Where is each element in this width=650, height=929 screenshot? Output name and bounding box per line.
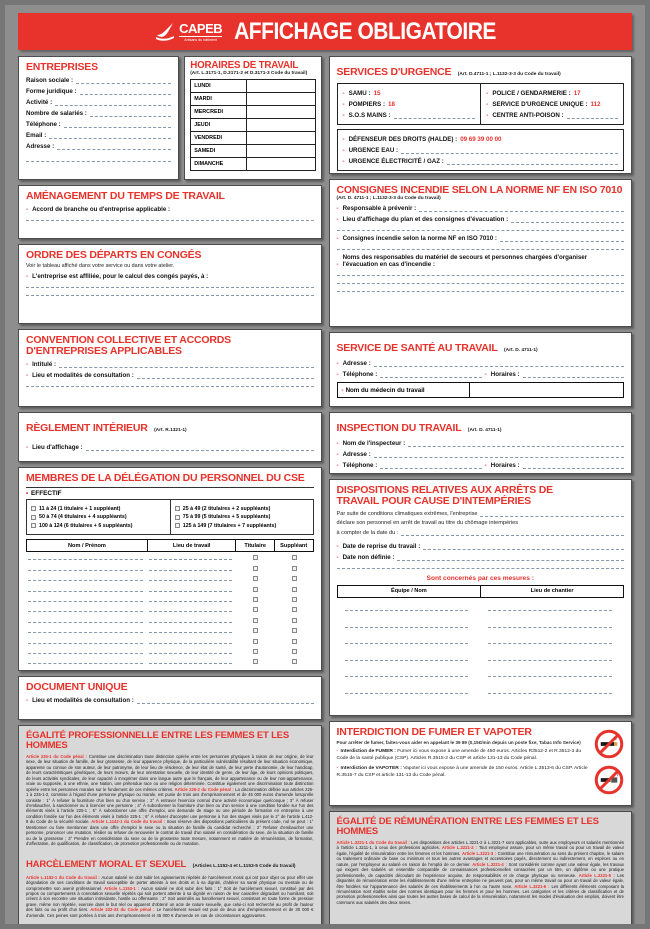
section-harcelement (26, 854, 314, 872)
form-field: - Adresse : (337, 360, 625, 367)
brand-name: CAPEB (179, 20, 223, 36)
fill-line (28, 555, 143, 560)
column-header: Titulaire (235, 540, 274, 551)
fill-line (488, 606, 612, 611)
form-field: - Nom de l'inspecteur : (337, 440, 625, 447)
fill-line (28, 566, 143, 571)
emergency-number: 18 (388, 101, 395, 108)
section-subtitle: (Articles L.1152-4 et L.1153-5 Code du travail) (192, 863, 296, 869)
fill-line (408, 442, 624, 447)
checkbox (253, 639, 258, 644)
checkbox (253, 576, 258, 581)
emergency-entry: - POLICE / GENDARMERIE : 17 (486, 90, 581, 97)
table-row (26, 604, 314, 614)
emergency-entry: - S.O.S MAINS : (343, 112, 476, 119)
checkbox (292, 587, 297, 592)
checkbox (31, 506, 36, 511)
effectif-option: 75 à 99 (5 titulaires + 5 suppléants) (175, 514, 309, 520)
left-column (18, 56, 322, 929)
table-body (337, 598, 625, 697)
section-cse (18, 467, 322, 671)
checkbox (292, 649, 297, 654)
section-egalite-remuneration (329, 811, 633, 929)
rule-item: - Interdiction de FUMER : Fumer ici vous expose à une amende de 450 euros. Articles R3512-2 et R.3512-3 du Code de la santé publique (CSP). Articles R.3515-2 du CSP et article 131-13 du Code pénal. (336, 749, 582, 761)
column-header: Nom / Prénom (67, 542, 106, 549)
checkbox (253, 597, 258, 602)
column-header: Suppléant (274, 540, 313, 551)
fill-line (149, 639, 232, 644)
fill-line (137, 374, 314, 379)
fill-line (28, 597, 143, 602)
emergency-number: 112 (590, 101, 601, 108)
day-label: MARDI (191, 93, 247, 106)
fill-line (345, 623, 469, 628)
fill-line (337, 276, 625, 284)
effectif-option: 25 à 49 (2 titulaires + 2 suppléants) (175, 506, 309, 512)
fill-line (523, 464, 624, 469)
capeb-swoosh-icon (154, 22, 176, 42)
no-smoking-icon (594, 729, 624, 759)
table-header-row (337, 585, 625, 598)
form-field: Email : (26, 132, 171, 139)
checkbox (292, 576, 297, 581)
fill-line (28, 587, 143, 592)
checkbox (253, 587, 258, 592)
checkbox (175, 506, 180, 511)
day-value-cell (247, 132, 315, 145)
form-field: - Lieu d'affichage : (26, 444, 314, 451)
fill-line (137, 699, 314, 704)
checkbox (292, 597, 297, 602)
fill-line (28, 618, 143, 623)
fill-line (28, 576, 143, 581)
day-label: DIMANCHE (191, 158, 247, 171)
fill-line (28, 628, 143, 633)
fill-line (394, 114, 476, 119)
fill-line (149, 649, 232, 654)
section-title: DISPOSITIONS RELATIVES AUX ARRÊTS DE TRAVAIL POUR CAUSE D'INTEMPÉRIES (336, 484, 553, 508)
fill-line (374, 453, 624, 458)
checkbox (31, 515, 36, 520)
form-field: - Date non définie : (337, 554, 625, 561)
section-title: ENTREPRISES (26, 61, 98, 73)
emergency-numbers-grid (337, 83, 625, 125)
table-row (26, 656, 314, 666)
form-field: - Date de reprise du travail : (337, 543, 625, 550)
fill-line (90, 112, 171, 117)
fill-line (26, 280, 314, 288)
table-row (337, 680, 625, 697)
fill-line (57, 145, 171, 150)
section-title: AMÉNAGEMENT DU TEMPS DE TRAVAIL (26, 190, 225, 202)
section-title: SERVICES D'URGENCE (336, 66, 452, 78)
form-field: - Lieu d'affichage du plan et des consignes d'évacuation : (337, 216, 625, 223)
section-ordre-conges (18, 244, 322, 324)
fill-line (480, 512, 624, 517)
day-label: MERCREDI (191, 106, 247, 119)
section-egalite-professionnelle (18, 725, 322, 929)
page-title: AFFICHAGE OBLIGATOIRE (234, 17, 496, 45)
table-row (26, 552, 314, 562)
fill-line (380, 464, 481, 469)
day-value-cell (247, 145, 315, 158)
form-field: - Accord de branche ou d'entreprise applicable : (26, 206, 171, 214)
checkbox (253, 649, 258, 654)
capeb-logo-icon (154, 22, 222, 42)
fill-line (337, 561, 625, 569)
checkbox (253, 659, 258, 664)
fill-line (401, 149, 618, 154)
header-banner (18, 13, 632, 50)
brand-tagline: Artisans du bâtiment (184, 37, 218, 42)
effectif-option: 50 à 74 (4 titulaires + 4 suppléants) (31, 514, 166, 520)
table-row (26, 614, 314, 624)
section-title: CONSIGNES INCENDIE SELON LA NORME NF EN ISO 7010 (336, 184, 623, 196)
medecin-value-cell (469, 383, 623, 397)
form-field: - Responsable à prévenir : (337, 205, 625, 212)
form-field: Nombre de salariés : (26, 110, 171, 117)
table-row (26, 625, 314, 635)
fill-line (523, 373, 624, 378)
day-value-cell (247, 80, 315, 93)
section-reglement (18, 412, 322, 462)
fill-line (511, 218, 624, 223)
rule-item: - Interdiction de VAPOTER : Vapoter ici vous expose à une amende de 150 euros. Article L.3513-6 du CSP. Article R.3515-7 du CSP et article 131-13 du Code pénal. (336, 766, 588, 778)
section-sante-travail (329, 332, 633, 407)
emergency-number: 15 (373, 90, 381, 97)
fill-line (80, 90, 172, 95)
fill-line (86, 446, 314, 451)
table-row (337, 598, 625, 615)
mesures-label: Sont concernés par ces mesures : (426, 574, 534, 582)
emergency-entry: - URGENCE ÉLECTRICITÉ / GAZ : (343, 158, 619, 165)
section-interdiction-fumer (329, 721, 633, 806)
checkbox (292, 607, 297, 612)
fill-line (49, 134, 171, 139)
section-title: ORDRE DES DÉPARTS EN CONGÉS (26, 249, 202, 261)
section-subtitle: (Art. L.3171-1, D.3171-2 et D.3171-3 Code du travail) (190, 71, 308, 77)
section-title: HARCÈLEMENT MORAL ET SEXUEL (26, 858, 187, 870)
effectif-label: • EFFECTIF (26, 490, 62, 498)
section-title: RÈGLEMENT INTÉRIEUR (26, 422, 148, 434)
fill-line (149, 566, 232, 571)
section-subtitle: (Art. D. 4711-1) (504, 348, 538, 353)
checkbox (31, 523, 36, 528)
checkbox (175, 523, 180, 528)
horaires-table (190, 79, 315, 171)
emergency-entry: - POMPIERS : 18 (342, 101, 395, 108)
section-document-unique (18, 676, 322, 720)
fill-line (345, 689, 469, 694)
emergency-entry: - DÉFENSEUR DES DROITS (HALDE) : 09 69 39 00 00 (342, 136, 502, 143)
section-horaires (184, 56, 321, 180)
section-note: Voir le tableau affiché dans votre service ou dans votre atelier. (26, 263, 175, 270)
form-field: - Téléphone : - Horaires : (337, 371, 625, 378)
fill-line (419, 207, 624, 212)
fill-line (488, 656, 612, 661)
emergency-numbers-extra (337, 129, 625, 171)
form-field: - Lieu et modalités de consultation : (26, 697, 314, 704)
fill-line (337, 268, 625, 276)
day-label: LUNDI (191, 80, 247, 93)
fill-line (55, 101, 171, 106)
fill-line (28, 607, 143, 612)
fill-line (26, 379, 314, 387)
section-title: SERVICE DE SANTÉ AU TRAVAIL (336, 342, 498, 354)
section-title: HORAIRES DE TRAVAIL (190, 60, 299, 71)
fill-line (380, 373, 481, 378)
section-consignes-incendie (329, 179, 633, 327)
legal-text: Article L.3221-1 du Code du travail : Les dispositions des articles L.3221-2 à L.3221-7 sont applicables, outre aux employeurs et salariés mentionnés à l'article L.3211-1, à ceux des professions agricoles. Article L.3221-2 : Tout employeur assure, pour un même travail ou pour un travail de valeur égale, l'égalité de rémunération entre les femmes et les hommes. Article L.3221-3 : Constitue une rémunération au sens du présent chapitre, le salaire ou traitement ordinaire de base ou minimum et tous les autres avantages et accessoires payés, directement ou indirectement, en espèces ou en nature, par l'employeur au salarié en raison de l'emploi de ce dernier. Article L.3221-4 : Sont considérés comme ayant une valeur égale, les travaux qui exigent des salariés un ensemble comparable de connaissances professionnelles consacrées par un titre, un diplôme ou une pratique professionnelle, de capacités découlant de l'expérience acquise, de responsabilités et de charge physique ou nerveuse. Article L.3221-5 : Les disparités de rémunération entre les établissements d'une même entreprise ne peuvent pas, pour un même travail ou pour un travail de valeur égale, être fondées sur l'appartenance des salariés de ces établissements à l'un ou l'autre sexe. Article L.3221-6 : Les différents éléments composant la rémunération sont établis selon des normes identiques pour les femmes et pour les hommes. Les catégories et les critères de classification et de promotion professionnelles ainsi que toutes les autres bases de calcul de la rémunération, notamment les modes d'évaluation des emplois, doivent être communs aux salariés des deux sexes. (336, 839, 624, 905)
section-title: CONVENTION COLLECTIVE ET ACCORDS D'ENTREPRISES APPLICABLES (26, 334, 231, 358)
form-field: - Consignes incendie selon la norme NF en ISO 7010 : (337, 235, 625, 242)
fill-line (28, 659, 143, 664)
table-body (26, 552, 314, 666)
form-field: Téléphone : (26, 121, 171, 128)
cse-members-table (26, 539, 314, 666)
fill-line (345, 672, 469, 677)
medecin-row: - Nom du médecin du travail (337, 382, 625, 398)
section-services-urgence (329, 56, 633, 174)
fill-line (447, 160, 618, 165)
section-title: INSPECTION DU TRAVAIL (336, 422, 462, 434)
effectif-option: 125 à 149 (7 titulaires + 7 suppléants) (175, 523, 309, 529)
form-field: Forme juridique : (26, 88, 171, 95)
checkbox (253, 607, 258, 612)
table-row (337, 614, 625, 631)
legal-text: Article L.1152-1 du Code du travail : Aucun salarié ne doit subir les agissements répétés de harcèlement moral qui ont pour objet ou pour effet une dégradation de ses conditions de travail susceptible de porter atteinte à ses droits et à sa dignité, d'altérer sa santé physique ou mentale ou de compromettre son avenir professionnel. Article L.1153-1 : Aucun salarié ne doit subir des faits : 1° Soit de harcèlement sexuel, constitué par des propos ou comportements à connotation sexuelle répétés qui soit portent atteinte à sa dignité en raison de leur caractère dégradant ou humiliant, soit créent à son encontre une situation intimidante, hostile ou offensante ; 2° Soit assimilés au harcèlement sexuel, consistant en toute forme de pression grave, même non répétée, exercée dans le but réel ou apparent d'obtenir un acte de nature sexuelle, que celui-ci soit recherché au profit de l'auteur des faits ou au profit d'un tiers. Article 222-33 du Code pénal : Le harcèlement sexuel est puni de deux ans d'emprisonnement et de 30 000 € d'amende. Ces peines sont portées à trois ans d'emprisonnement et 45 000 € d'amende en cas de circonstances aggravantes. (26, 874, 314, 918)
emergency-entry: - URGENCE EAU : (343, 147, 619, 154)
day-value-cell (247, 93, 315, 106)
day-label: VENDREDI (191, 132, 247, 145)
paragraph: Par suite de conditions climatiques extrêmes, l'entreprise (337, 511, 625, 517)
right-column (329, 56, 633, 929)
day-label: JEUDI (191, 119, 247, 132)
section-intemperies (329, 479, 633, 716)
fill-line (59, 363, 313, 368)
fill-line (423, 545, 624, 550)
day-value-cell (247, 158, 315, 171)
fill-line (488, 672, 612, 677)
fill-line (401, 531, 624, 536)
checkbox (292, 618, 297, 623)
section-subtitle: (Art. D. 4711-1) (467, 428, 502, 433)
fill-line (64, 123, 171, 128)
form-field: - L'entreprise est affiliée, pour le calcul des congés payés, à : (26, 273, 209, 281)
section-title: INTERDICTION DE FUMER ET VAPOTER (336, 726, 532, 738)
fill-line (149, 607, 232, 612)
form-field: - Intitulé : (26, 361, 314, 368)
table-row (337, 631, 625, 648)
checkbox (292, 566, 297, 571)
table-row (337, 664, 625, 681)
legal-text: Article 225-1 du Code pénal : Constitue une discrimination toute distinction opérée entre les personnes physiques à raison de leur origine, de leur sexe, de leur situation de famille, de leur grossesse, de leur apparence physique, de la particulière vulnérabilité résultant de leur situation économique, apparente ou connue de son auteur, de leur patronyme, de leur lieu de résidence, de leur état de santé, de leur perte d'autonomie, de leur handicap, de leurs caractéristiques génétiques, de leurs mœurs, de leur orientation sexuelle, de leur identité de genre, de leur âge, de leurs opinions politiques, de leurs activités syndicales, de leur capacité à s'exprimer dans une langue autre que le français, de leur appartenance ou de leur non-appartenance, vraie ou supposée, à une ethnie, une Nation, une prétendue race ou une religion déterminée. Constitue également une discrimination toute distinction opérée entre les personnes morales sur le fondement de ces mêmes critères. Article 225-2 du Code pénal : La discrimination définie aux articles 225-1 à 225-1-2, commise à l'égard d'une personne physique ou morale, est punie de trois ans d'emprisonnement et de 45 000 euros d'amende lorsqu'elle consiste : 1° À refuser la fourniture d'un bien ou d'un service ; 2° À entraver l'exercice normal d'une activité économique quelconque ; 3° À refuser d'embaucher, à sanctionner ou à licencier une personne ; 4° À subordonner la fourniture d'un bien ou d'un service à une condition fondée sur l'un des éléments visés à l'article 225-1 ; 5° À subordonner une offre d'emploi, une demande de stage ou une période de formation en entreprise à une condition fondée sur l'un des éléments visés à l'article 225-1 ; 6° À refuser d'accepter une personne à l'un des stages visés par le 2° de l'article L.412-8 du Code de la sécurité sociale. Article L.1142-1 du Code du travail : Sous réserve des dispositions particulières du présent code, nul ne peut : 1° Mentionner ou faire mentionner dans une offre d'emploi le sexe ou la situation de famille du candidat recherché ; 2° Refuser d'embaucher une personne, prononcer une mutation, résilier ou refuser de renouveler le contrat de travail d'un salarié en considération du sexe, de la situation de famille ou de la grossesse ; 3° Prendre en considération du sexe ou de la grossesse toute mesure, notamment en matière de rémunération, de formation, d'affectation, de qualification, de classification, de promotion professionnelle ou de mutation. (26, 753, 314, 847)
checkbox (292, 628, 297, 633)
section-title: ÉGALITÉ PROFESSIONNELLE ENTRE LES FEMMES ET LES HOMMES (26, 730, 289, 751)
form-field: Activité : (26, 99, 171, 106)
form-field: - Adresse : (337, 451, 625, 458)
column-header: Lieu de travail (147, 540, 236, 551)
fill-line (345, 639, 469, 644)
table-row (26, 583, 314, 593)
emergency-number: 17 (573, 90, 581, 97)
fill-line (149, 597, 232, 602)
table-row (337, 647, 625, 664)
fill-line (488, 639, 612, 644)
day-label: SAMEDI (191, 145, 247, 158)
fill-line (26, 288, 314, 296)
form-field: - Téléphone : - Horaires : (337, 462, 625, 469)
column-header: Lieu de chantier (480, 586, 623, 597)
fill-line (26, 154, 171, 162)
paragraph: déclare son personnel en arrêt de travail au titre du chômage intempéries (336, 520, 519, 527)
checkbox (292, 659, 297, 664)
checkbox (292, 639, 297, 644)
effectif-option: 100 à 124 (6 titulaires + 6 suppléants) (31, 523, 166, 529)
column-header: Équipe / Nom (391, 588, 427, 595)
fill-line (149, 618, 232, 623)
emergency-entry: - SERVICE D'URGENCE UNIQUE : 112 (486, 101, 601, 108)
fill-line (337, 284, 625, 292)
effectif-option: 11 à 24 (1 titulaire + 1 suppléant) (31, 506, 166, 512)
section-title: DOCUMENT UNIQUE (26, 681, 128, 693)
fill-line (76, 79, 171, 84)
section-title: MEMBRES DE LA DÉLÉGATION DU PERSONNEL DU CSE (26, 472, 305, 484)
emergency-number: 09 69 39 00 00 (460, 136, 502, 143)
section-subtitle: (Art. R.1321-1) (154, 428, 187, 433)
checkbox (292, 555, 297, 560)
fill-line (345, 606, 469, 611)
day-value-cell (247, 119, 315, 132)
fill-line (26, 213, 314, 221)
section-entreprises (18, 56, 179, 180)
day-value-cell (247, 106, 315, 119)
section-subtitle: (Art. D.4711-1 ; L.1132-3-3 du Code du travail) (457, 72, 561, 77)
section-convention (18, 329, 322, 407)
paragraph: à compter de la date du : (337, 530, 625, 536)
no-vaping-icon (594, 765, 624, 795)
table-header-row (26, 539, 314, 552)
section-amenagement (18, 185, 322, 239)
emergency-entry: - CENTRE ANTI-POISON : (486, 112, 618, 119)
fill-line (345, 656, 469, 661)
checkbox (253, 555, 258, 560)
table-row (26, 646, 314, 656)
fill-line (149, 659, 232, 664)
emergency-entry: - SAMU : 15 (342, 90, 381, 97)
checkbox (253, 566, 258, 571)
fill-line (397, 556, 624, 561)
fill-line (149, 628, 232, 633)
fill-line (500, 237, 624, 242)
fill-line (149, 576, 232, 581)
fill-line (567, 114, 618, 119)
fill-line (337, 223, 625, 231)
form-field: - Noms des responsables du matériel de secours et personnes chargées d'organiser l'évacuation en cas d'incendie : (336, 254, 588, 269)
table-row (26, 562, 314, 572)
form-field: - Lieu et modalités de consultation : (26, 372, 314, 379)
fill-line (28, 649, 143, 654)
table-row (26, 594, 314, 604)
fill-line (374, 362, 624, 367)
section-inspection (329, 412, 633, 474)
fill-line (488, 689, 612, 694)
divider (26, 487, 314, 488)
effectif-options (26, 499, 314, 535)
form-field: Adresse : (26, 143, 171, 150)
section-title: ÉGALITÉ DE RÉMUNÉRATION ENTRE LES FEMMES ET LES HOMMES (336, 816, 599, 837)
table-row (26, 635, 314, 645)
fill-line (28, 639, 143, 644)
checkbox (253, 628, 258, 633)
quit-smoking-note: Pour arrêter de fumer, faites-vous aider en appelant le 39 89 (0,15€/min depuis un poste fixe, Tabac Info Service) (336, 740, 581, 746)
fill-line (149, 555, 232, 560)
table-row (26, 573, 314, 583)
checkbox (175, 515, 180, 520)
fill-line (488, 623, 612, 628)
section-subtitle: (Art. D. 4711-1 ; L.1132-3-3 du Code du travail) (336, 196, 441, 202)
checkbox (253, 618, 258, 623)
form-field: Raison sociale : (26, 77, 171, 84)
fill-line (337, 242, 625, 250)
fill-line (149, 587, 232, 592)
